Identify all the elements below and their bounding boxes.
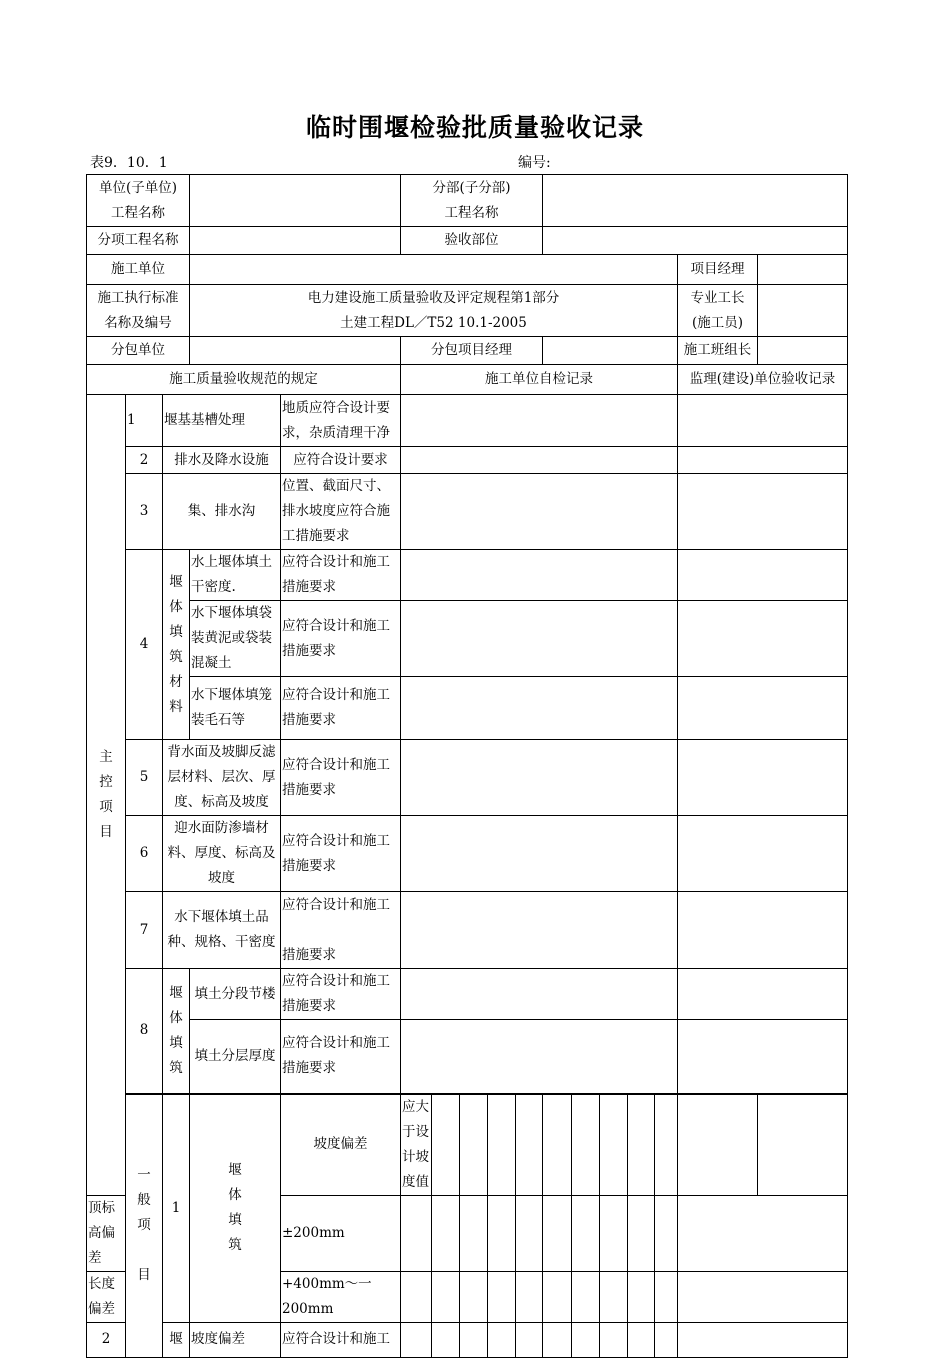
self-check-cell[interactable] [401, 447, 678, 474]
item-name: 排水及降水设施 [163, 447, 281, 474]
measure-cell[interactable] [516, 1094, 543, 1196]
sub-name-label: 分部(子分部) 工程名称 [401, 175, 543, 227]
measure-cell[interactable] [516, 1195, 543, 1271]
sub-item-name: 水下堰体填笼装毛石等 [190, 677, 281, 740]
item-requirement: 位置、截面尺寸、排水坡度应符合施工措施要求 [281, 474, 401, 550]
subcontract-unit-label: 分包单位 [87, 337, 190, 365]
measure-cell[interactable] [401, 1271, 432, 1322]
measure-cell[interactable] [572, 1195, 600, 1271]
supervision-cell[interactable] [678, 740, 848, 816]
item-number: 4 [126, 550, 163, 740]
item-group-label: 堰 [163, 1322, 190, 1357]
measure-cell[interactable] [628, 1322, 655, 1357]
team-leader-value[interactable] [758, 337, 848, 365]
acceptance-record-table [86, 174, 848, 1358]
measure-cell[interactable] [572, 1094, 600, 1196]
supervision-cell[interactable] [678, 1020, 848, 1094]
self-check-cell[interactable] [401, 474, 678, 550]
measure-cell[interactable] [628, 1195, 655, 1271]
supervision-cell[interactable] [678, 677, 848, 740]
spec-column-header: 施工质量验收规范的规定 [87, 365, 401, 395]
measure-cell[interactable] [432, 1195, 460, 1271]
page-title: 临时围堰检验批质量验收记录 [305, 113, 644, 142]
measure-cell[interactable] [628, 1094, 655, 1196]
measure-cell[interactable] [488, 1195, 516, 1271]
item-requirement: 应符合设计和施工措施要求 [281, 550, 401, 601]
measure-cell[interactable] [432, 1094, 460, 1196]
subcontract-pm-label: 分包项目经理 [401, 337, 543, 365]
sub-item-name: 坡度偏差 [281, 1094, 401, 1196]
measure-cell[interactable] [572, 1271, 600, 1322]
supervision-cell[interactable] [678, 1271, 848, 1322]
sub-item-name: 填土分段节楼 [190, 969, 281, 1020]
supervision-cell[interactable] [678, 550, 848, 601]
self-check-cell[interactable] [401, 550, 678, 601]
item-number: 8 [126, 969, 163, 1094]
measure-cell[interactable] [401, 1195, 432, 1271]
measure-cell[interactable] [460, 1271, 488, 1322]
standard-value: 电力建设施工质量验收及评定规程第1部分 土建工程DL／T52 10.1-2005 [190, 285, 678, 337]
supervision-cell[interactable] [678, 1195, 848, 1271]
measure-cell[interactable] [543, 1094, 572, 1196]
measure-cell[interactable] [600, 1094, 628, 1196]
item-group-label: 堰 体 填 筑 材 料 [163, 550, 190, 740]
sub-name-value[interactable] [543, 175, 848, 227]
measure-cell[interactable] [460, 1195, 488, 1271]
acceptance-part-label: 验收部位 [401, 227, 543, 255]
self-check-cell[interactable] [401, 816, 678, 892]
measure-cell[interactable] [655, 1271, 678, 1322]
supervision-cell[interactable] [678, 601, 848, 677]
sub-item-name: 长度偏差 [87, 1271, 126, 1322]
supervision-cell[interactable] [678, 892, 848, 969]
measure-cell[interactable] [543, 1271, 572, 1322]
measure-cell[interactable] [401, 1322, 432, 1357]
item-group-label: 堰 体 填 筑 [190, 1094, 281, 1323]
standard-label: 施工执行标准 名称及编号 [87, 285, 190, 337]
item-requirement: 应符合设计要求 [281, 447, 401, 474]
item-requirement: ±200mm [281, 1195, 401, 1271]
measure-cell[interactable] [628, 1271, 655, 1322]
self-check-cell[interactable] [401, 677, 678, 740]
self-check-cell[interactable] [401, 892, 678, 969]
supervision-cell[interactable] [678, 816, 848, 892]
sub-item-name: 填土分层厚度 [190, 1020, 281, 1094]
form-number: 表9．10．1 [90, 155, 168, 171]
item-requirement: 应符合设计和施工 措施要求 [281, 892, 401, 969]
general-items-label: 一 般 项 目 [126, 1094, 163, 1358]
self-check-cell[interactable] [401, 1020, 678, 1094]
item-group-label: 堰 体 填 筑 [163, 969, 190, 1094]
item-requirement: 应符合设计和施工 [281, 1322, 401, 1357]
item-name-value[interactable] [190, 227, 401, 255]
item-number: 1 [163, 1094, 190, 1323]
measure-cell[interactable] [600, 1271, 628, 1322]
main-control-label: 主 控 项 目 [87, 395, 126, 1196]
sub-item-name: 水上堰体填土干密度. [190, 550, 281, 601]
item-name: 集、排水沟 [163, 474, 281, 550]
item-requirement: 应符合设计和施工措施要求 [281, 1020, 401, 1094]
item-number: 7 [126, 892, 163, 969]
measure-cell[interactable] [432, 1271, 460, 1322]
item-name: 背水面及坡脚反滤层材料、层次、厚度、标高及坡度 [163, 740, 281, 816]
measure-cell[interactable] [600, 1195, 628, 1271]
project-manager-label: 项目经理 [678, 255, 758, 285]
item-number: 5 [126, 740, 163, 816]
item-number: 3 [126, 474, 163, 550]
measure-cell[interactable] [600, 1322, 628, 1357]
supervision-column-header: 监理(建设)单位验收记录 [678, 365, 848, 395]
supervision-cell[interactable] [758, 1094, 848, 1196]
supervision-cell[interactable] [678, 1322, 848, 1357]
subcontract-pm-value[interactable] [543, 337, 678, 365]
measure-cell[interactable] [460, 1322, 488, 1357]
measure-cell[interactable] [655, 1195, 678, 1271]
sub-item-name: 坡度偏差 [190, 1322, 281, 1357]
item-number: 2 [126, 447, 163, 474]
item-number: 2 [87, 1322, 126, 1357]
self-check-cell[interactable] [401, 740, 678, 816]
item-requirement: +400mm～一200mm [281, 1271, 401, 1322]
item-requirement: 应符合设计和施工措施要求 [281, 816, 401, 892]
measure-cell[interactable] [516, 1271, 543, 1322]
measure-cell[interactable] [655, 1094, 678, 1196]
measure-cell[interactable] [655, 1322, 678, 1357]
self-check-column-header: 施工单位自检记录 [401, 365, 678, 395]
item-name: 堰基基槽处理 [163, 395, 281, 447]
foreman-label: 专业工长 (施工员) [678, 285, 758, 337]
self-check-cell[interactable] [401, 395, 678, 447]
item-requirement: 应符合设计和施工措施要求 [281, 601, 401, 677]
serial-number-label: 编号: [518, 155, 551, 171]
measure-cell[interactable] [488, 1094, 516, 1196]
team-leader-label: 施工班组长 [678, 337, 758, 365]
unit-name-label: 单位(子单位) 工程名称 [87, 175, 190, 227]
project-manager-value[interactable] [758, 255, 848, 285]
self-check-cell[interactable] [401, 601, 678, 677]
measure-cell[interactable] [516, 1322, 543, 1357]
item-requirement: 应大于设计坡度值 [401, 1094, 432, 1196]
measure-cell[interactable] [432, 1322, 460, 1357]
measure-cell[interactable] [543, 1195, 572, 1271]
unit-name-value[interactable] [190, 175, 401, 227]
item-name: 迎水面防渗墙材料、厚度、标高及坡度 [163, 816, 281, 892]
measure-cell[interactable] [488, 1322, 516, 1357]
item-name: 水下堰体填土品种、规格、干密度 [163, 892, 281, 969]
item-requirement: 应符合设计和施工措施要求 [281, 740, 401, 816]
item-name-label: 分项工程名称 [87, 227, 190, 255]
supervision-cell[interactable] [678, 447, 848, 474]
sub-item-name: 顶标高偏差 [87, 1195, 126, 1271]
item-requirement: 地质应符合设计要求，杂质清理干净 [281, 395, 401, 447]
item-number: 1 [126, 395, 163, 447]
supervision-cell[interactable] [678, 474, 848, 550]
construction-unit-label: 施工单位 [87, 255, 190, 285]
subcontract-unit-value[interactable] [190, 337, 401, 365]
measure-cell[interactable] [460, 1094, 488, 1196]
item-requirement: 应符合设计和施工措施要求 [281, 677, 401, 740]
supervision-cell[interactable] [678, 969, 848, 1020]
measure-cell[interactable] [678, 1094, 758, 1196]
supervision-cell[interactable] [678, 395, 848, 447]
measure-cell[interactable] [572, 1322, 600, 1357]
sub-item-name: 水下堰体填袋装黄泥或袋装混凝土 [190, 601, 281, 677]
self-check-cell[interactable] [401, 969, 678, 1020]
item-requirement: 应符合设计和施工措施要求 [281, 969, 401, 1020]
item-number: 6 [126, 816, 163, 892]
measure-cell[interactable] [488, 1271, 516, 1322]
measure-cell[interactable] [543, 1322, 572, 1357]
acceptance-part-value[interactable] [543, 227, 848, 255]
foreman-value[interactable] [758, 285, 848, 337]
construction-unit-value[interactable] [190, 255, 678, 285]
